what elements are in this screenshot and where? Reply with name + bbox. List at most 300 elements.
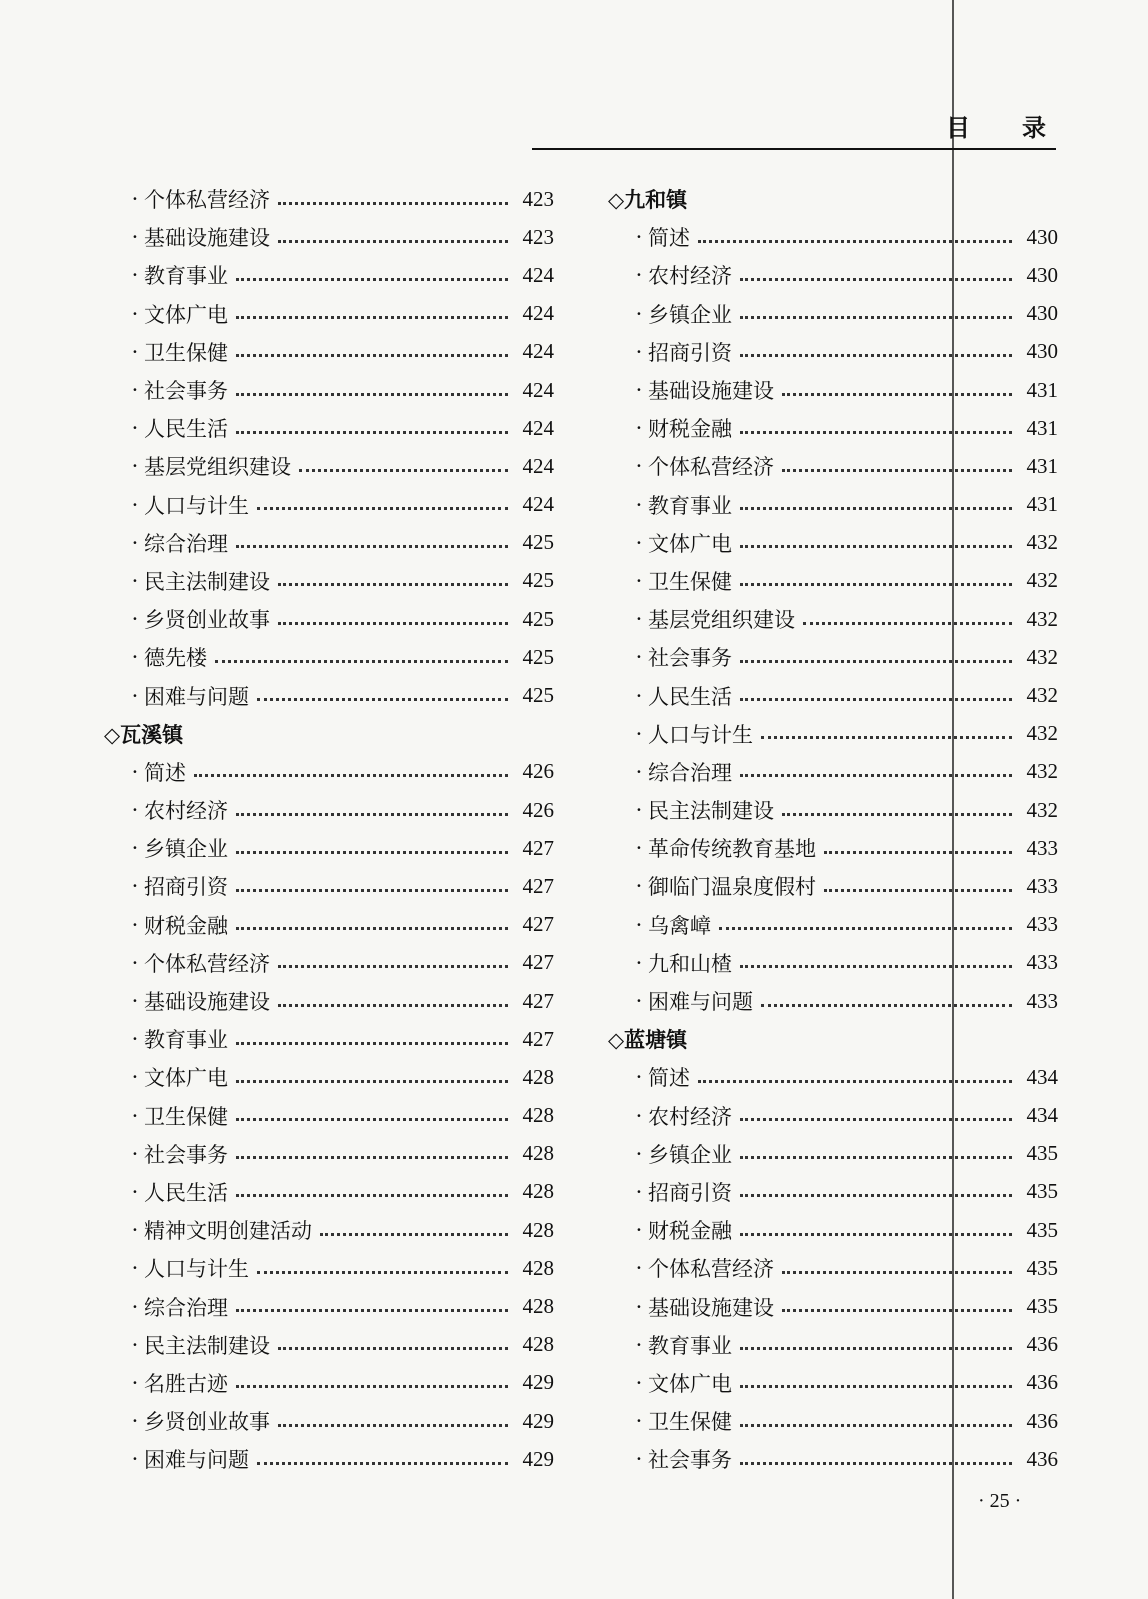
toc-entry[interactable] xyxy=(608,333,1058,371)
entry-page-number: 427 xyxy=(522,912,554,937)
entry-page-number: 428 xyxy=(522,1103,554,1128)
entry-label: 社会事务 xyxy=(648,646,732,671)
bullet-icon: · xyxy=(635,836,643,861)
toc-entry[interactable] xyxy=(608,486,1058,524)
bullet-icon: · xyxy=(131,1370,139,1395)
dot-leader xyxy=(740,1385,1012,1388)
toc-entry[interactable] xyxy=(104,1402,554,1440)
dot-leader xyxy=(236,1042,508,1045)
toc-entry[interactable] xyxy=(608,1440,1058,1478)
entry-page-number: 436 xyxy=(1026,1446,1058,1471)
entry-label: 民主法制建设 xyxy=(144,569,270,594)
entry-page-number: 427 xyxy=(522,988,554,1013)
entry-label: 社会事务 xyxy=(144,379,228,404)
entry-label: 基础设施建设 xyxy=(144,990,270,1015)
entry-label: 困难与问题 xyxy=(648,990,753,1015)
entry-label: 教育事业 xyxy=(648,493,732,518)
entry-label: 卫生保健 xyxy=(648,569,732,594)
entry-label: 社会事务 xyxy=(144,1142,228,1167)
entry-label: 个体私营经济 xyxy=(648,455,774,480)
bullet-icon: · xyxy=(131,416,139,441)
entry-label: 人口与计生 xyxy=(144,493,249,518)
dot-leader xyxy=(257,507,508,510)
toc-entry[interactable] xyxy=(104,791,554,829)
bullet-icon: · xyxy=(635,1218,643,1243)
entry-page-number: 424 xyxy=(522,377,554,402)
toc-entry[interactable] xyxy=(608,524,1058,562)
bullet-icon: · xyxy=(131,1027,139,1052)
entry-label: 个体私营经济 xyxy=(144,951,270,976)
bullet-icon: · xyxy=(131,1409,139,1434)
entry-label: 德先楼 xyxy=(144,646,207,671)
toc-entry[interactable] xyxy=(608,867,1058,905)
toc-entry[interactable] xyxy=(608,1135,1058,1173)
entry-page-number: 428 xyxy=(522,1064,554,1089)
dot-leader xyxy=(236,316,508,319)
page-number: · 25 · xyxy=(978,1490,1022,1512)
entry-page-number: 425 xyxy=(522,606,554,631)
dot-leader xyxy=(278,240,508,243)
entry-page-number: 428 xyxy=(522,1294,554,1319)
entry-page-number: 431 xyxy=(1026,415,1058,440)
dot-leader xyxy=(698,1080,1012,1083)
bullet-icon: · xyxy=(635,683,643,708)
toc-entry[interactable] xyxy=(608,982,1058,1020)
bullet-icon: · xyxy=(131,645,139,670)
entry-page-number: 426 xyxy=(522,759,554,784)
toc-entry[interactable] xyxy=(608,1211,1058,1249)
entry-label: 综合治理 xyxy=(144,531,228,556)
entry-page-number: 433 xyxy=(1026,950,1058,975)
dot-leader xyxy=(236,1080,508,1083)
toc-entry[interactable] xyxy=(608,829,1058,867)
dot-leader xyxy=(278,965,508,968)
entry-page-number: 426 xyxy=(522,797,554,822)
toc-entry[interactable] xyxy=(104,1326,554,1364)
entry-page-number: 425 xyxy=(522,683,554,708)
bullet-icon: · xyxy=(635,607,643,632)
toc-entry[interactable] xyxy=(104,371,554,409)
bullet-icon: · xyxy=(131,1256,139,1281)
entry-label: 乡贤创业故事 xyxy=(144,608,270,633)
toc-entry[interactable] xyxy=(104,638,554,676)
bullet-icon: · xyxy=(635,950,643,975)
dot-leader xyxy=(236,278,508,281)
section-label: ◇九和镇 xyxy=(608,187,688,213)
entry-label: 财税金融 xyxy=(144,913,228,938)
dot-leader xyxy=(740,1118,1012,1121)
entry-page-number: 432 xyxy=(1026,721,1058,746)
dot-leader xyxy=(782,469,1012,472)
entry-page-number: 432 xyxy=(1026,644,1058,669)
toc-entry[interactable] xyxy=(608,562,1058,600)
toc-entry[interactable] xyxy=(104,1058,554,1096)
dot-leader xyxy=(236,927,508,930)
toc-entry[interactable] xyxy=(104,1135,554,1173)
toc-entry[interactable] xyxy=(104,562,554,600)
bullet-icon: · xyxy=(635,1103,643,1128)
bullet-icon: · xyxy=(131,1065,139,1090)
dot-leader xyxy=(824,889,1012,892)
entry-label: 御临门温泉度假村 xyxy=(648,875,816,900)
dot-leader xyxy=(740,1462,1012,1465)
bullet-icon: · xyxy=(635,1332,643,1357)
dot-leader xyxy=(782,813,1012,816)
bullet-icon: · xyxy=(131,1179,139,1204)
toc-entry[interactable] xyxy=(104,867,554,905)
entry-page-number: 431 xyxy=(1026,377,1058,402)
bullet-icon: · xyxy=(635,989,643,1014)
entry-page-number: 427 xyxy=(522,835,554,860)
dot-leader xyxy=(740,545,1012,548)
bullet-icon: · xyxy=(131,568,139,593)
entry-label: 人口与计生 xyxy=(144,1257,249,1282)
entry-page-number: 436 xyxy=(1026,1408,1058,1433)
toc-entry[interactable] xyxy=(608,218,1058,256)
dot-leader xyxy=(740,1424,1012,1427)
toc-entry[interactable] xyxy=(104,1364,554,1402)
dot-leader xyxy=(236,851,508,854)
entry-page-number: 427 xyxy=(522,1026,554,1051)
entry-label: 文体广电 xyxy=(144,1066,228,1091)
bullet-icon: · xyxy=(131,759,139,784)
toc-entry[interactable] xyxy=(608,715,1058,753)
toc-entry[interactable] xyxy=(608,1097,1058,1135)
entry-label: 革命传统教育基地 xyxy=(648,837,816,862)
entry-page-number: 431 xyxy=(1026,492,1058,517)
page-header-title xyxy=(946,108,1046,143)
bullet-icon: · xyxy=(131,912,139,937)
toc-entry[interactable] xyxy=(608,1058,1058,1096)
entry-label: 社会事务 xyxy=(648,1448,732,1473)
toc-entry[interactable] xyxy=(104,524,554,562)
bullet-icon: · xyxy=(131,1103,139,1128)
entry-label: 卫生保健 xyxy=(648,1410,732,1435)
entry-page-number: 425 xyxy=(522,644,554,669)
toc-entry[interactable] xyxy=(608,791,1058,829)
entry-label: 招商引资 xyxy=(144,875,228,900)
toc-entry[interactable] xyxy=(608,906,1058,944)
entry-page-number: 424 xyxy=(522,339,554,364)
entry-page-number: 429 xyxy=(522,1370,554,1395)
bullet-icon: · xyxy=(131,798,139,823)
dot-leader xyxy=(782,393,1012,396)
bullet-icon: · xyxy=(635,1370,643,1395)
dot-leader xyxy=(740,507,1012,510)
dot-leader xyxy=(824,851,1012,854)
entry-label: 农村经济 xyxy=(144,799,228,824)
dot-leader xyxy=(278,583,508,586)
dot-leader xyxy=(740,1156,1012,1159)
toc-entry[interactable] xyxy=(608,371,1058,409)
bullet-icon: · xyxy=(635,301,643,326)
bullet-icon: · xyxy=(131,225,139,250)
entry-label: 基层党组织建设 xyxy=(144,455,291,480)
entry-page-number: 433 xyxy=(1026,988,1058,1013)
dot-leader xyxy=(740,1233,1012,1236)
section-label: ◇蓝塘镇 xyxy=(608,1027,688,1053)
entry-label: 乡镇企业 xyxy=(648,1142,732,1167)
entry-label: 困难与问题 xyxy=(144,684,249,709)
dot-leader xyxy=(194,774,508,777)
entry-page-number: 428 xyxy=(522,1217,554,1242)
entry-page-number: 433 xyxy=(1026,912,1058,937)
bullet-icon: · xyxy=(131,378,139,403)
entry-page-number: 429 xyxy=(522,1408,554,1433)
toc-entry[interactable] xyxy=(104,295,554,333)
entry-label: 人民生活 xyxy=(144,1180,228,1205)
entry-page-number: 430 xyxy=(1026,262,1058,287)
bullet-icon: · xyxy=(131,530,139,555)
entry-label: 招商引资 xyxy=(648,340,732,365)
entry-page-number: 427 xyxy=(522,873,554,898)
section-label: ◇瓦溪镇 xyxy=(104,721,184,747)
entry-label: 困难与问题 xyxy=(144,1448,249,1473)
toc-entry[interactable] xyxy=(608,1364,1058,1402)
dot-leader xyxy=(236,545,508,548)
toc-entry[interactable] xyxy=(104,1020,554,1058)
entry-page-number: 423 xyxy=(522,224,554,249)
bullet-icon: · xyxy=(635,759,643,784)
entry-page-number: 427 xyxy=(522,950,554,975)
entry-label: 人口与计生 xyxy=(648,722,753,747)
toc-entry[interactable] xyxy=(104,486,554,524)
bullet-icon: · xyxy=(131,1447,139,1472)
bullet-icon: · xyxy=(635,263,643,288)
bullet-icon: · xyxy=(635,1409,643,1434)
toc-entry[interactable] xyxy=(104,1249,554,1287)
toc-section-heading xyxy=(608,1020,1058,1058)
dot-leader xyxy=(278,1004,508,1007)
dot-leader xyxy=(257,698,508,701)
entry-label: 基层党组织建设 xyxy=(648,608,795,633)
dot-leader xyxy=(803,622,1012,625)
entry-page-number: 424 xyxy=(522,262,554,287)
entry-label: 简述 xyxy=(144,760,186,785)
entry-page-number: 430 xyxy=(1026,339,1058,364)
toc-section-heading xyxy=(608,180,1058,218)
entry-label: 文体广电 xyxy=(144,302,228,327)
bullet-icon: · xyxy=(131,454,139,479)
toc-entry[interactable] xyxy=(104,1440,554,1478)
toc-left-column xyxy=(104,180,554,1478)
entry-page-number: 430 xyxy=(1026,224,1058,249)
entry-label: 个体私营经济 xyxy=(144,188,270,213)
dot-leader xyxy=(740,354,1012,357)
entry-page-number: 428 xyxy=(522,1179,554,1204)
entry-page-number: 432 xyxy=(1026,683,1058,708)
toc-entry[interactable] xyxy=(608,753,1058,791)
entry-page-number: 428 xyxy=(522,1141,554,1166)
dot-leader xyxy=(761,1004,1012,1007)
toc-entry[interactable] xyxy=(104,829,554,867)
entry-page-number: 432 xyxy=(1026,530,1058,555)
toc-entry[interactable] xyxy=(608,944,1058,982)
toc-entry[interactable] xyxy=(104,1287,554,1325)
entry-label: 乌禽嶂 xyxy=(648,913,711,938)
entry-page-number: 424 xyxy=(522,492,554,517)
bullet-icon: · xyxy=(635,1447,643,1472)
dot-leader xyxy=(740,698,1012,701)
bullet-icon: · xyxy=(635,1294,643,1319)
dot-leader xyxy=(719,927,1012,930)
entry-page-number: 429 xyxy=(522,1446,554,1471)
toc-entry[interactable] xyxy=(608,1173,1058,1211)
toc-entry[interactable] xyxy=(104,753,554,791)
bullet-icon: · xyxy=(131,607,139,632)
entry-label: 人民生活 xyxy=(648,684,732,709)
bullet-icon: · xyxy=(131,1218,139,1243)
dot-leader xyxy=(236,813,508,816)
toc-entry[interactable] xyxy=(104,906,554,944)
dot-leader xyxy=(278,202,508,205)
entry-label: 乡镇企业 xyxy=(648,302,732,327)
header-title-right: 录 xyxy=(1022,113,1046,142)
dot-leader xyxy=(740,583,1012,586)
entry-page-number: 432 xyxy=(1026,797,1058,822)
entry-label: 基础设施建设 xyxy=(648,1295,774,1320)
toc-section-heading xyxy=(104,715,554,753)
bullet-icon: · xyxy=(131,836,139,861)
toc-entry[interactable] xyxy=(104,218,554,256)
dot-leader xyxy=(257,1462,508,1465)
toc-entry[interactable] xyxy=(608,1326,1058,1364)
entry-page-number: 425 xyxy=(522,568,554,593)
dot-leader xyxy=(236,1385,508,1388)
toc-entry[interactable] xyxy=(608,1287,1058,1325)
entry-page-number: 425 xyxy=(522,530,554,555)
toc-entry[interactable] xyxy=(104,600,554,638)
entry-label: 名胜古迹 xyxy=(144,1371,228,1396)
dot-leader xyxy=(236,431,508,434)
toc-entry[interactable] xyxy=(608,600,1058,638)
entry-page-number: 430 xyxy=(1026,301,1058,326)
bullet-icon: · xyxy=(635,1065,643,1090)
entry-label: 民主法制建设 xyxy=(648,799,774,824)
toc-entry[interactable] xyxy=(608,409,1058,447)
toc-entry[interactable] xyxy=(608,676,1058,714)
entry-page-number: 433 xyxy=(1026,835,1058,860)
entry-label: 农村经济 xyxy=(648,1104,732,1129)
dot-leader xyxy=(740,1347,1012,1350)
entry-page-number: 432 xyxy=(1026,568,1058,593)
entry-page-number: 424 xyxy=(522,301,554,326)
dot-leader xyxy=(698,240,1012,243)
dot-leader xyxy=(740,316,1012,319)
bullet-icon: · xyxy=(131,1294,139,1319)
bullet-icon: · xyxy=(131,301,139,326)
entry-label: 文体广电 xyxy=(648,531,732,556)
entry-page-number: 436 xyxy=(1026,1370,1058,1395)
entry-label: 教育事业 xyxy=(144,264,228,289)
bullet-icon: · xyxy=(131,1141,139,1166)
entry-page-number: 435 xyxy=(1026,1255,1058,1280)
bullet-icon: · xyxy=(635,339,643,364)
entry-label: 教育事业 xyxy=(144,1028,228,1053)
bullet-icon: · xyxy=(635,568,643,593)
entry-page-number: 432 xyxy=(1026,759,1058,784)
entry-page-number: 435 xyxy=(1026,1294,1058,1319)
header-title-left: 目 xyxy=(946,113,970,142)
toc-entry[interactable] xyxy=(608,295,1058,333)
toc-entry[interactable] xyxy=(104,1211,554,1249)
toc-entry[interactable] xyxy=(104,256,554,294)
entry-label: 人民生活 xyxy=(144,417,228,442)
bullet-icon: · xyxy=(635,530,643,555)
toc-entry[interactable] xyxy=(608,256,1058,294)
dot-leader xyxy=(236,354,508,357)
dot-leader xyxy=(215,660,508,663)
bullet-icon: · xyxy=(635,912,643,937)
bullet-icon: · xyxy=(635,225,643,250)
dot-leader xyxy=(236,393,508,396)
entry-page-number: 435 xyxy=(1026,1141,1058,1166)
dot-leader xyxy=(740,774,1012,777)
entry-label: 农村经济 xyxy=(648,264,732,289)
toc-entry[interactable] xyxy=(608,638,1058,676)
toc-entry[interactable] xyxy=(104,982,554,1020)
toc-entry[interactable] xyxy=(104,1097,554,1135)
entry-label: 财税金融 xyxy=(648,1219,732,1244)
dot-leader xyxy=(740,1194,1012,1197)
dot-leader xyxy=(236,1118,508,1121)
dot-leader xyxy=(740,660,1012,663)
dot-leader xyxy=(278,1424,508,1427)
toc-entry[interactable] xyxy=(104,676,554,714)
toc-entry[interactable] xyxy=(104,333,554,371)
bullet-icon: · xyxy=(131,492,139,517)
dot-leader xyxy=(299,469,508,472)
toc-entry[interactable] xyxy=(104,944,554,982)
bullet-icon: · xyxy=(131,1332,139,1357)
toc-right-column xyxy=(608,180,1058,1478)
entry-label: 卫生保健 xyxy=(144,340,228,365)
dot-leader xyxy=(782,1271,1012,1274)
toc-entry[interactable] xyxy=(608,1249,1058,1287)
entry-page-number: 431 xyxy=(1026,453,1058,478)
dot-leader xyxy=(740,278,1012,281)
bullet-icon: · xyxy=(635,645,643,670)
entry-page-number: 424 xyxy=(522,453,554,478)
entry-label: 简述 xyxy=(648,226,690,251)
toc-entry[interactable] xyxy=(104,1173,554,1211)
dot-leader xyxy=(236,889,508,892)
entry-label: 招商引资 xyxy=(648,1180,732,1205)
toc-entry[interactable] xyxy=(104,447,554,485)
dot-leader xyxy=(761,736,1012,739)
bullet-icon: · xyxy=(131,874,139,899)
toc-entry[interactable] xyxy=(608,1402,1058,1440)
dot-leader xyxy=(740,965,1012,968)
entry-label: 财税金融 xyxy=(648,417,732,442)
bullet-icon: · xyxy=(131,263,139,288)
toc-entry[interactable] xyxy=(104,409,554,447)
entry-page-number: 433 xyxy=(1026,873,1058,898)
toc-entry[interactable] xyxy=(608,447,1058,485)
entry-label: 基础设施建设 xyxy=(648,379,774,404)
entry-label: 卫生保健 xyxy=(144,1104,228,1129)
entry-page-number: 423 xyxy=(522,186,554,211)
header-rule xyxy=(532,148,1056,150)
dot-leader xyxy=(236,1309,508,1312)
bullet-icon: · xyxy=(635,454,643,479)
entry-label: 综合治理 xyxy=(144,1295,228,1320)
bullet-icon: · xyxy=(635,721,643,746)
entry-label: 精神文明创建活动 xyxy=(144,1219,312,1244)
entry-label: 民主法制建设 xyxy=(144,1333,270,1358)
entry-label: 简述 xyxy=(648,1066,690,1091)
toc-entry[interactable] xyxy=(104,180,554,218)
